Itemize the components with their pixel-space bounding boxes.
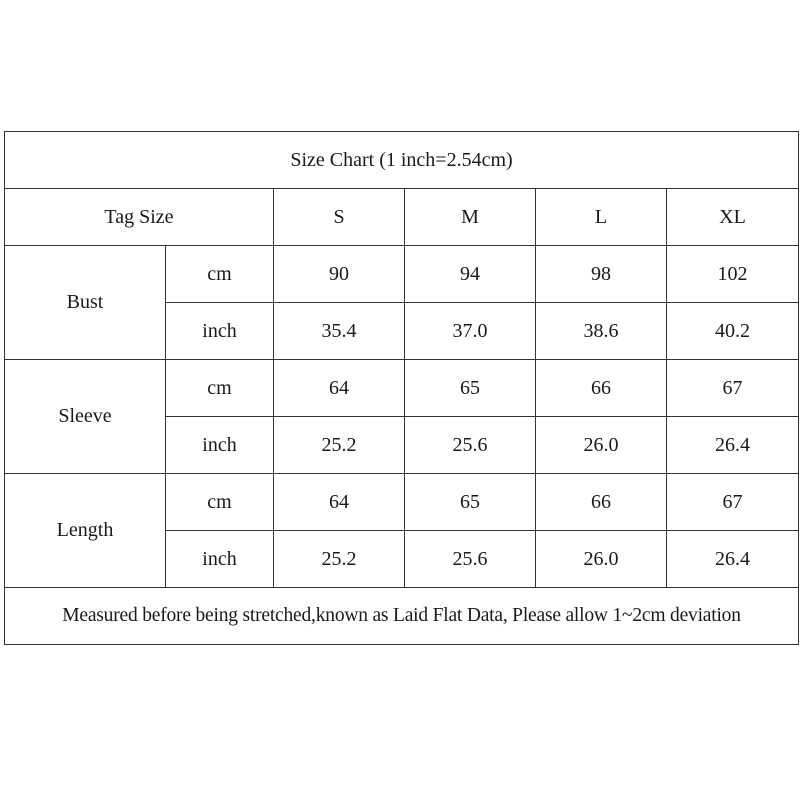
table-cell: 66 <box>536 360 667 417</box>
table-cell: 64 <box>274 474 405 531</box>
table-cell: 65 <box>405 474 536 531</box>
unit-label-cm: cm <box>166 474 274 531</box>
table-cell: 66 <box>536 474 667 531</box>
table-cell: 38.6 <box>536 303 667 360</box>
unit-label-inch: inch <box>166 417 274 474</box>
measure-label-length: Length <box>5 474 166 588</box>
table-cell: 26.0 <box>536 417 667 474</box>
table-cell: 102 <box>667 246 799 303</box>
table-cell: 94 <box>405 246 536 303</box>
table-row <box>5 360 799 417</box>
size-header-xl: XL <box>667 189 799 246</box>
size-header-m: M <box>405 189 536 246</box>
unit-label-cm: cm <box>166 246 274 303</box>
size-header-s: S <box>274 189 405 246</box>
header-row <box>5 189 799 246</box>
table-cell: 67 <box>667 360 799 417</box>
table-row <box>5 474 799 531</box>
table-row <box>5 246 799 303</box>
table-cell: 26.0 <box>536 531 667 588</box>
table-cell: 64 <box>274 360 405 417</box>
unit-label-cm: cm <box>166 360 274 417</box>
table-cell: 65 <box>405 360 536 417</box>
unit-label-inch: inch <box>166 303 274 360</box>
table-cell: 35.4 <box>274 303 405 360</box>
table-cell: 25.6 <box>405 417 536 474</box>
tag-size-label: Tag Size <box>5 189 274 246</box>
chart-title: Size Chart (1 inch=2.54cm) <box>5 132 799 189</box>
table-cell: 67 <box>667 474 799 531</box>
note-row <box>5 588 799 645</box>
table-cell: 90 <box>274 246 405 303</box>
table-cell: 25.2 <box>274 531 405 588</box>
table-cell: 25.6 <box>405 531 536 588</box>
unit-label-inch: inch <box>166 531 274 588</box>
size-header-l: L <box>536 189 667 246</box>
measure-label-sleeve: Sleeve <box>5 360 166 474</box>
table-cell: 37.0 <box>405 303 536 360</box>
table-cell: 26.4 <box>667 417 799 474</box>
measure-label-bust: Bust <box>5 246 166 360</box>
measurement-note: Measured before being stretched,known as Laid Flat Data, Please allow 1~2cm deviation <box>5 588 799 645</box>
table-cell: 40.2 <box>667 303 799 360</box>
table-cell: 98 <box>536 246 667 303</box>
table-cell: 26.4 <box>667 531 799 588</box>
size-chart-table <box>4 131 799 645</box>
table-cell: 25.2 <box>274 417 405 474</box>
title-row <box>5 132 799 189</box>
